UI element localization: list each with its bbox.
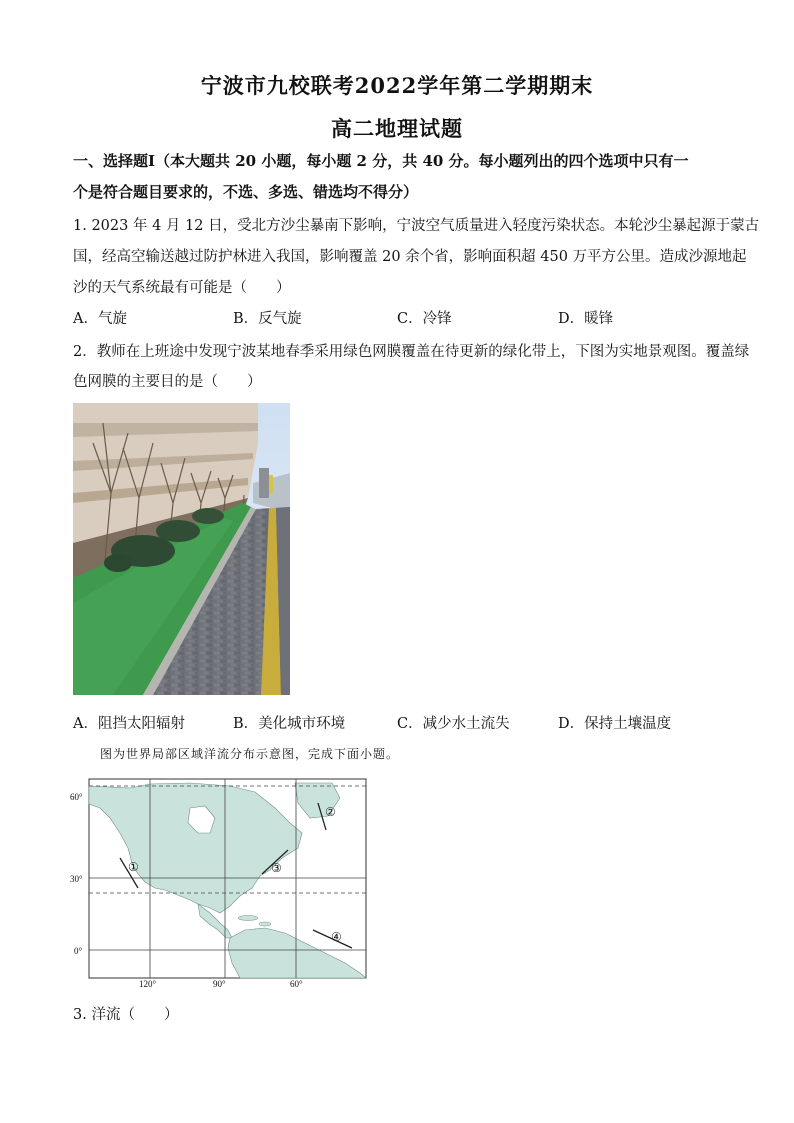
current-label-3: ③ xyxy=(271,861,282,875)
exam-subtitle: 高二地理试题 xyxy=(331,116,463,141)
q2-line2: 色网膜的主要目的是（ ） xyxy=(73,374,262,390)
greenbelt-photo xyxy=(73,403,290,695)
q1-line2: 国，经高空输送越过防护林进入我国，影响覆盖 20 余个省，影响面积超 450 万平方公里。造成沙源地起 xyxy=(73,249,747,265)
current-label-4: ④ xyxy=(331,930,342,944)
section-heading-line2: 个是符合题目要求的，不选、多选、错选均不得分） xyxy=(73,183,419,201)
q3-line1: 3. 洋流（ ） xyxy=(73,1007,179,1023)
q1-option-c: C．冷锋 xyxy=(397,311,452,327)
q1-option-a: A．气旋 xyxy=(73,311,127,327)
lon-label-60: 60° xyxy=(290,979,303,989)
lat-label-60: 60° xyxy=(70,792,83,802)
q2-option-c: C．减少水土流失 xyxy=(397,716,510,732)
exam-title: 宁波市九校联考2022学年第二学期期末 xyxy=(200,73,594,98)
lon-label-90: 90° xyxy=(213,979,226,989)
q2-option-d: D．保持土壤温度 xyxy=(558,716,672,732)
current-label-2: ② xyxy=(325,805,336,819)
q2-line1: 2．教师在上班途中发现宁波某地春季采用绿色网膜覆盖在待更新的绿化带上，下图为实地景观图。覆盖绿 xyxy=(73,344,750,360)
section-heading-line1: 一、选择题Ⅰ（本大题共 20 小题，每小题 2 分，共 40 分。每小题列出的四个选项中只有一 xyxy=(73,152,689,170)
q1-option-b: B．反气旋 xyxy=(233,311,302,327)
q1-line3: 沙的天气系统最有可能是（ ） xyxy=(73,280,291,296)
lat-label-30: 30° xyxy=(70,874,83,884)
q1-option-d: D．暖锋 xyxy=(558,311,614,327)
lat-label-0: 0° xyxy=(74,946,83,956)
q2-option-b: B．美化城市环境 xyxy=(233,716,346,732)
q2-option-a: A．阻挡太阳辐射 xyxy=(73,716,185,732)
q1-line1: 1. 2023 年 4 月 12 日，受北方沙尘暴南下影响，宁波空气质量进入轻度污染状态。本轮沙尘暴起源于蒙古 xyxy=(73,218,760,234)
current-label-1: ① xyxy=(128,860,139,874)
lon-label-120: 120° xyxy=(139,979,157,989)
map-intro-text: 图为世界局部区域洋流分布示意图，完成下面小题。 xyxy=(100,747,400,761)
